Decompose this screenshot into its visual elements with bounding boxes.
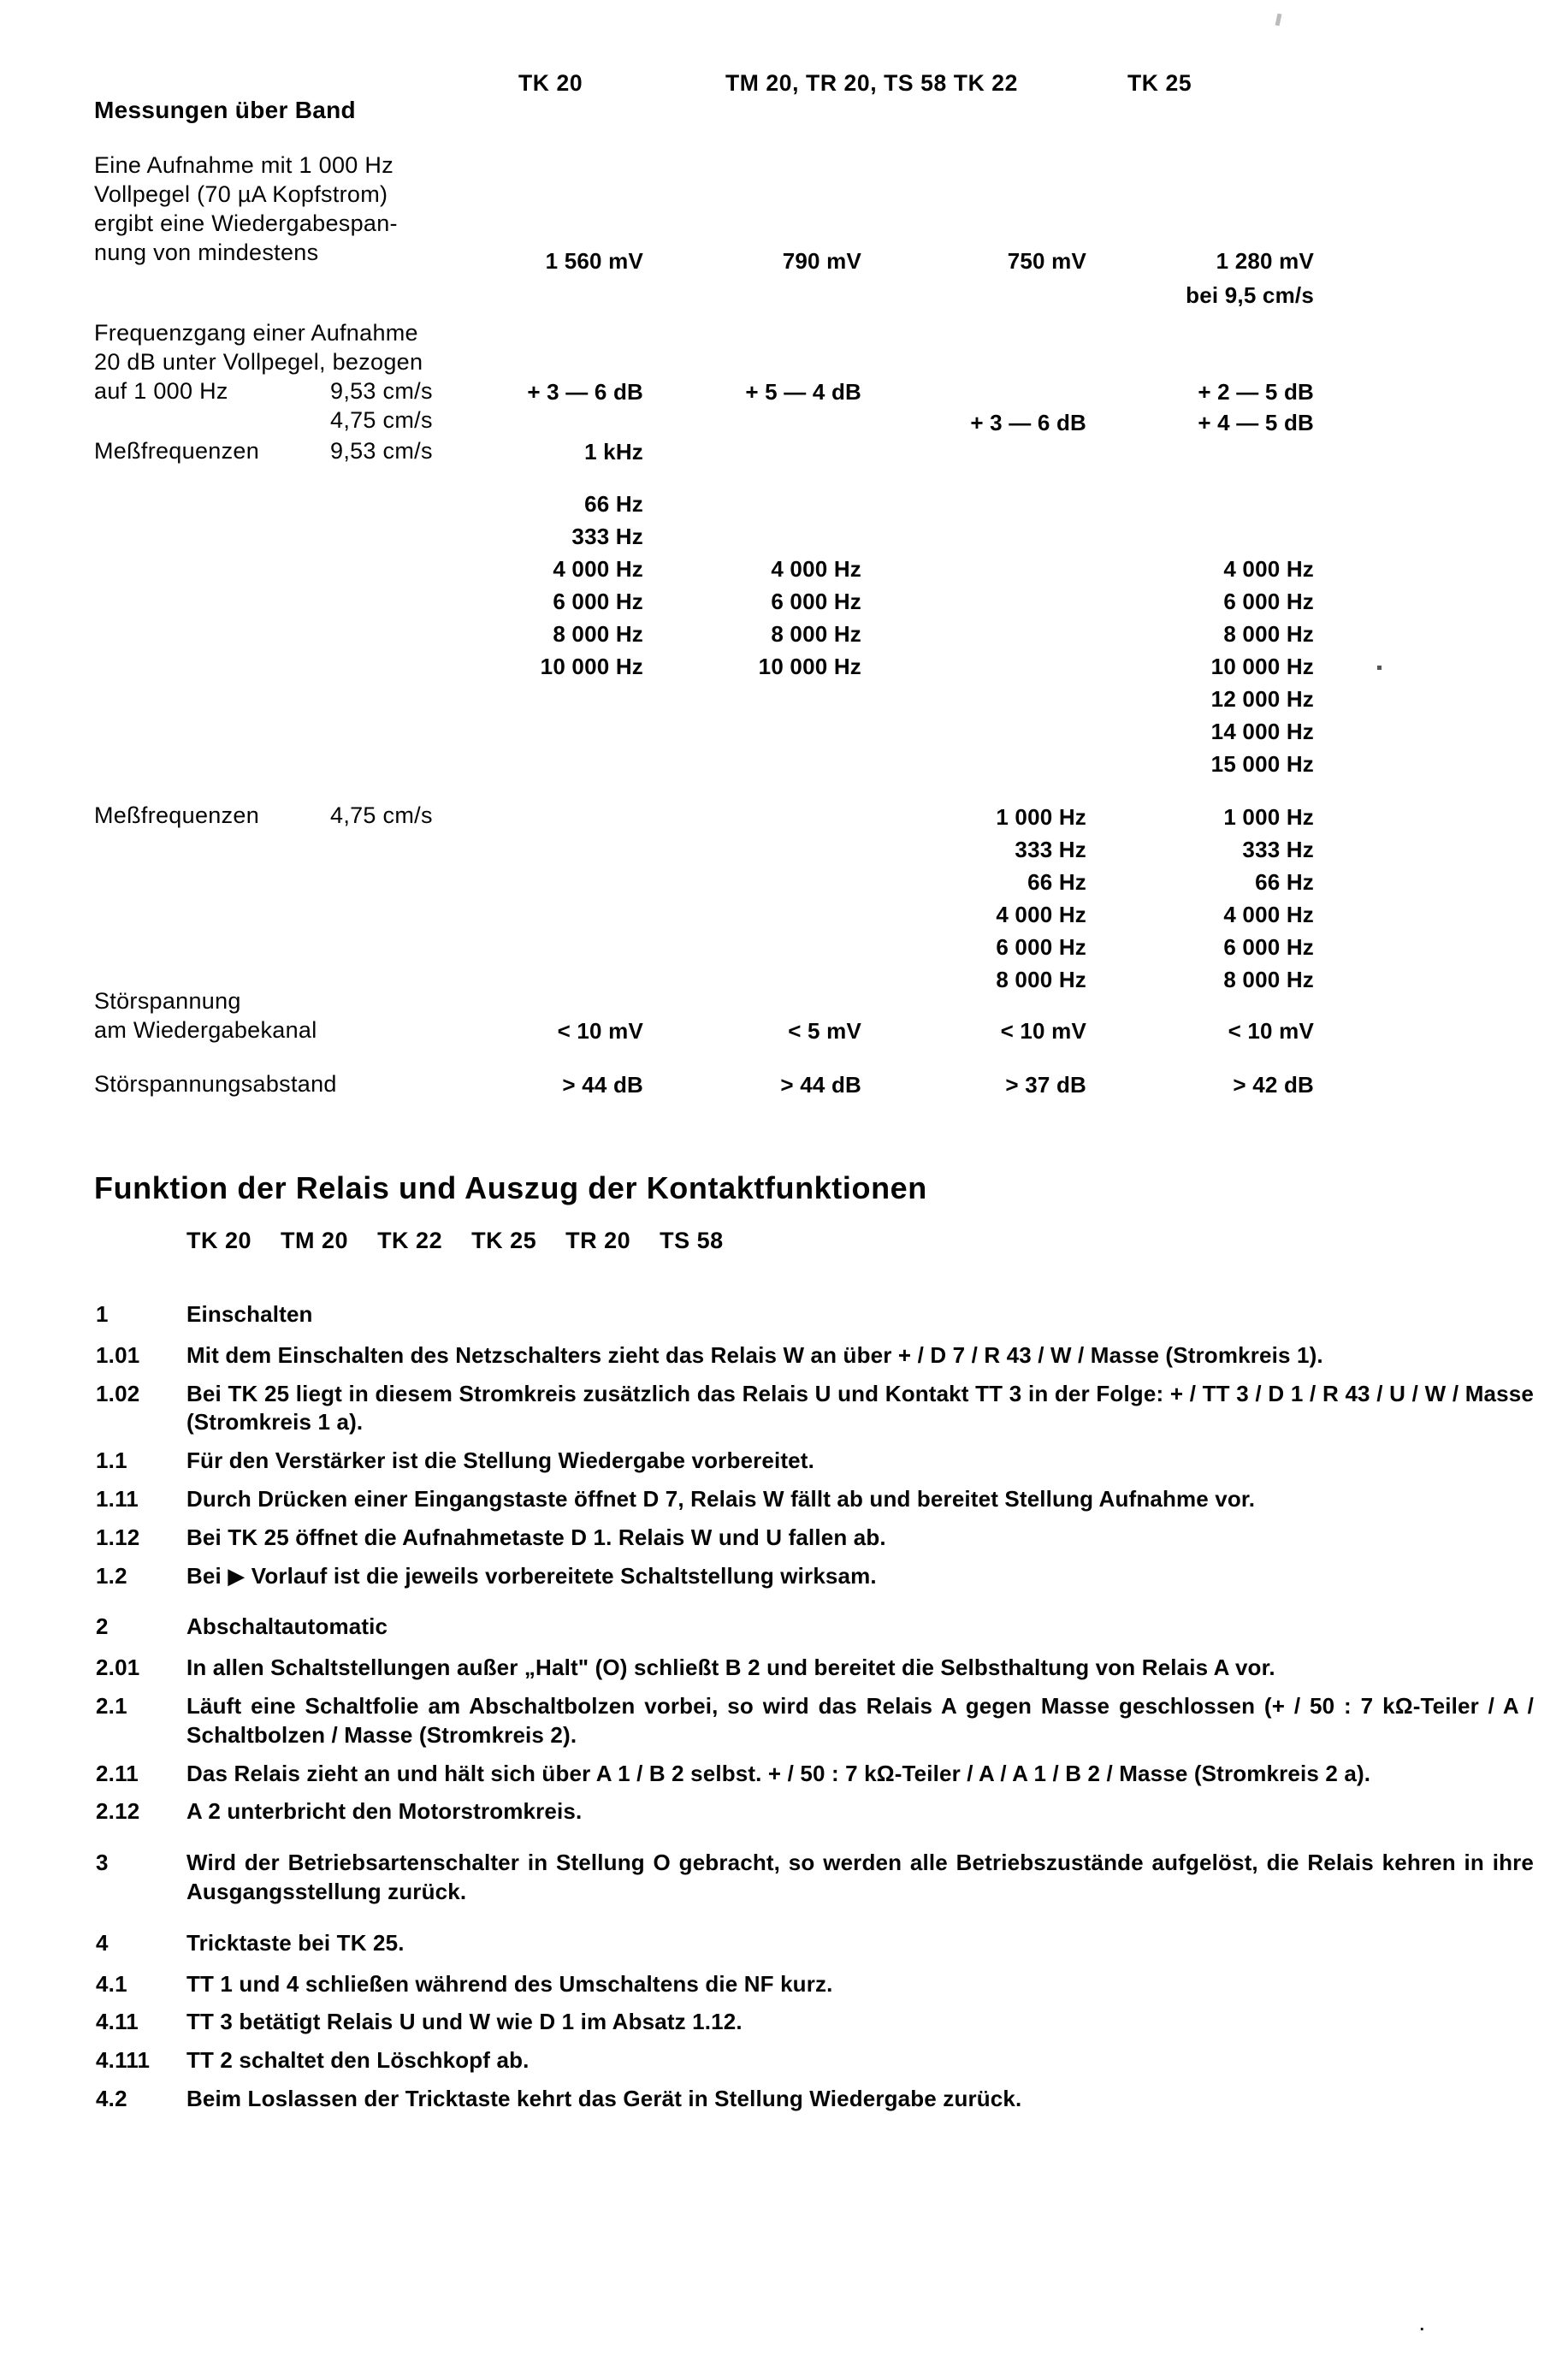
test-frequency-item: 6 000 Hz (771, 589, 861, 614)
test-frequency-item: 8 000 Hz (771, 621, 861, 647)
snr-value-tk25: > 42 dB (1233, 1072, 1314, 1098)
list-item-text: Mit dem Einschalten des Netzschalters zieht das Relais W an über + / D 7 / R 43 / W / Masse (Stromkreis 1). (186, 1341, 1323, 1368)
frequency-response-speed-9-53: 9,53 cm/s (330, 378, 433, 404)
list-item-text: In allen Schaltstellungen außer „Halt" (O) schließt B 2 und bereitet die Selbsthaltung von Relais A vor. (186, 1655, 1275, 1681)
spec-column-header-tk25: TK 25 (1127, 70, 1192, 96)
list-item (96, 1524, 1550, 1553)
list-item (96, 1300, 1550, 1329)
playback-voltage-label-line-1: Eine Aufnahme mit 1 000 Hz (94, 152, 393, 178)
list-item-number: 4.1 (96, 1970, 127, 1997)
test-frequency-item: 10 000 Hz (758, 654, 861, 679)
list-item-text: TT 1 und 4 schließen während des Umschaltens die NF kurz. (186, 1970, 833, 1997)
frequency-response-4-75-tk22: + 3 — 6 dB (970, 410, 1086, 435)
test-frequency-item: 10 000 Hz (540, 654, 643, 679)
relay-model-tr20: TR 20 (565, 1228, 631, 1253)
test-frequencies-953-speed: 9,53 cm/s (330, 438, 433, 464)
frequency-response-4-75-tk25: + 4 — 5 dB (1198, 410, 1314, 435)
noise-voltage-label-line-2: am Wiedergabekanal (94, 1017, 317, 1043)
playback-voltage-value-tk20: 1 560 mV (545, 248, 643, 274)
snr-value-tm20: > 44 dB (780, 1072, 861, 1098)
snr-value-tk22: > 37 dB (1005, 1072, 1086, 1098)
relay-model-list (186, 1228, 724, 1254)
test-frequency-item: 6 000 Hz (1223, 934, 1314, 960)
list-item-text: Wird der Betriebsartenschalter in Stellung O gebracht, so werden alle Betriebszustände aufgelöst, die Relais kehren in ihre Ausgangsstellung zurück. (186, 1850, 1534, 1904)
list-item-text: Bei TK 25 liegt in diesem Stromkreis zusätzlich das Relais U und Kontakt TT 3 in der Folge: + / TT 3 / D 1 / R 43 / U / W / Masse (Stromkreis 1 a). (186, 1380, 1534, 1436)
snr-value-tk20: > 44 dB (562, 1072, 643, 1098)
list-item-text: Beim Loslassen der Tricktaste kehrt das Gerät in Stellung Wiedergabe zurück. (186, 2085, 1022, 2111)
test-frequency-item: 10 000 Hz (1210, 654, 1314, 679)
test-frequencies-475-speed: 4,75 cm/s (330, 802, 433, 828)
list-item-text: Abschaltautomatic (186, 1613, 388, 1640)
list-item-number: 2.12 (96, 1798, 140, 1825)
noise-voltage-value-tm20: < 5 mV (788, 1018, 861, 1044)
noise-voltage-value-tk22: < 10 mV (1000, 1018, 1086, 1044)
list-item (96, 1692, 1550, 1750)
list-item (96, 1562, 1550, 1591)
frequency-response-9-53-tm20: + 5 — 4 dB (745, 379, 861, 405)
list-item-text: Durch Drücken einer Eingangstaste öffnet D 7, Relais W fällt ab und bereitet Stellung Aufnahme vor. (186, 1485, 1256, 1512)
list-item-number: 1.2 (96, 1562, 127, 1589)
relay-model-tk22: TK 22 (377, 1228, 443, 1253)
test-frequency-item: 1 000 Hz (996, 804, 1086, 830)
spec-column-header-tm20-tr20-ts58-tk22: TM 20, TR 20, TS 58 TK 22 (725, 70, 1018, 96)
page-footer-mark: . (1419, 2316, 1424, 2335)
test-frequencies-953-label: Meßfrequenzen (94, 438, 260, 464)
frequency-response-9-53-tk25: + 2 — 5 dB (1198, 379, 1314, 405)
test-frequency-item: 333 Hz (571, 524, 643, 549)
list-item (96, 1849, 1550, 1907)
list-item-text: A 2 unterbricht den Motorstromkreis. (186, 1798, 583, 1825)
list-item-number: 1.11 (96, 1485, 139, 1512)
test-frequency-item: 4 000 Hz (553, 556, 643, 582)
test-frequency-item: 8 000 Hz (1223, 967, 1314, 992)
playback-voltage-label-line-2: Vollpegel (70 µA Kopfstrom) (94, 181, 388, 207)
relay-section-heading: Funktion der Relais und Auszug der Kontaktfunktionen (94, 1170, 927, 1205)
list-item-text: Das Relais zieht an und hält sich über A 1 / B 2 selbst. + / 50 : 7 kΩ-Teiler / A / A 1 / B 2 / Masse (Stromkreis 2 a). (186, 1760, 1371, 1786)
list-item-text: Bei ▶ Vorlauf ist die jeweils vorbereitete Schaltstellung wirksam. (186, 1562, 877, 1589)
scan-artifact-mid (1377, 666, 1382, 670)
relay-model-tk25: TK 25 (471, 1228, 537, 1253)
noise-voltage-value-tk25: < 10 mV (1228, 1018, 1314, 1044)
playback-voltage-value-tm20: 790 mV (782, 248, 861, 274)
list-item (96, 1970, 1550, 1999)
test-frequency-item: 6 000 Hz (996, 934, 1086, 960)
list-item-number: 1.01 (96, 1341, 140, 1368)
scan-artifact-top (1275, 14, 1282, 27)
list-item-text: Einschalten (186, 1301, 313, 1327)
list-item (96, 1613, 1550, 1642)
list-item (96, 1797, 1550, 1826)
spec-section-title: Messungen über Band (94, 97, 356, 123)
list-item-text: Bei TK 25 öffnet die Aufnahmetaste D 1. Relais W und U fallen ab. (186, 1524, 886, 1550)
test-frequency-item: 6 000 Hz (1223, 589, 1314, 614)
list-item-number: 1.1 (96, 1447, 127, 1474)
list-item-number: 1 (96, 1301, 109, 1327)
relay-function-list (96, 1300, 1550, 2123)
list-item (96, 1654, 1550, 1683)
list-item-text: TT 2 schaltet den Löschkopf ab. (186, 2047, 530, 2074)
playback-voltage-value-tk22: 750 mV (1007, 248, 1086, 274)
list-item (96, 1485, 1550, 1514)
test-frequency-item: 333 Hz (1015, 837, 1086, 862)
noise-voltage-label-line-1: Störspannung (94, 988, 241, 1014)
snr-label: Störspannungsabstand (94, 1071, 337, 1097)
test-frequency-item: 12 000 Hz (1210, 686, 1314, 712)
list-item-text: TT 3 betätigt Relais U und W wie D 1 im Absatz 1.12. (186, 2009, 743, 2035)
test-frequency-item: 66 Hz (584, 491, 643, 517)
list-item-number: 4.2 (96, 2085, 127, 2111)
frequency-response-label-line-2: 20 dB unter Vollpegel, bezogen (94, 349, 423, 375)
test-frequency-item: 15 000 Hz (1210, 751, 1314, 777)
playback-voltage-value-tk25: 1 280 mV (1216, 248, 1314, 274)
list-item (96, 1929, 1550, 1958)
relay-model-tk20: TK 20 (186, 1228, 252, 1253)
list-item-number: 2.1 (96, 1692, 127, 1719)
playback-voltage-speed-note: bei 9,5 cm/s (1186, 282, 1314, 308)
test-frequency-item: 14 000 Hz (1210, 719, 1314, 744)
list-item-number: 1.02 (96, 1380, 140, 1406)
frequency-response-speed-4-75: 4,75 cm/s (330, 407, 433, 433)
list-item (96, 1447, 1550, 1476)
list-item-number: 2.01 (96, 1655, 140, 1681)
test-frequencies-475-label: Meßfrequenzen (94, 802, 260, 828)
list-item (96, 2085, 1550, 2114)
relay-model-ts58: TS 58 (660, 1228, 724, 1253)
list-item (96, 1341, 1550, 1370)
playback-voltage-label-line-3: ergibt eine Wiedergabespan- (94, 210, 398, 236)
test-frequencies-953-reference: 1 kHz (584, 439, 643, 465)
list-item (96, 2046, 1550, 2075)
frequency-response-9-53-tk20: + 3 — 6 dB (527, 379, 643, 405)
list-item-number: 4.111 (96, 2047, 151, 2074)
frequency-response-label-line-3: auf 1 000 Hz (94, 378, 228, 404)
relay-model-tm20: TM 20 (281, 1228, 349, 1253)
list-item-number: 1.12 (96, 1524, 140, 1550)
list-item (96, 2008, 1550, 2037)
list-item-number: 2.11 (96, 1760, 139, 1786)
test-frequency-item: 4 000 Hz (996, 902, 1086, 927)
frequency-response-label-line-1: Frequenzgang einer Aufnahme (94, 320, 418, 346)
spec-column-header-tk20: TK 20 (518, 70, 583, 96)
test-frequency-item: 4 000 Hz (771, 556, 861, 582)
test-frequency-item: 66 Hz (1027, 869, 1086, 895)
test-frequency-item: 8 000 Hz (553, 621, 643, 647)
test-frequency-item: 6 000 Hz (553, 589, 643, 614)
test-frequency-item: 333 Hz (1242, 837, 1314, 862)
list-item-text: Tricktaste bei TK 25. (186, 1929, 405, 1956)
list-item (96, 1760, 1550, 1789)
test-frequency-item: 1 000 Hz (1223, 804, 1314, 830)
list-item-number: 3 (96, 1850, 109, 1876)
list-item (96, 1380, 1550, 1438)
test-frequency-item: 4 000 Hz (1223, 556, 1314, 582)
list-item-number: 2 (96, 1613, 109, 1640)
test-frequency-item: 66 Hz (1255, 869, 1314, 895)
list-item-number: 4 (96, 1929, 109, 1956)
noise-voltage-value-tk20: < 10 mV (557, 1018, 643, 1044)
list-item-text: Für den Verstärker ist die Stellung Wiedergabe vorbereitet. (186, 1447, 814, 1474)
test-frequency-item: 8 000 Hz (1223, 621, 1314, 647)
list-item-text: Läuft eine Schaltfolie am Abschaltbolzen vorbei, so wird das Relais A gegen Masse geschlossen (+ / 50 : 7 kΩ-Teiler / A / Schaltbolzen / Masse (Stromkreis 2). (186, 1692, 1534, 1748)
list-item-number: 4.11 (96, 2009, 139, 2035)
test-frequency-item: 4 000 Hz (1223, 902, 1314, 927)
test-frequency-item: 8 000 Hz (996, 967, 1086, 992)
playback-voltage-label-line-4: nung von mindestens (94, 240, 319, 265)
